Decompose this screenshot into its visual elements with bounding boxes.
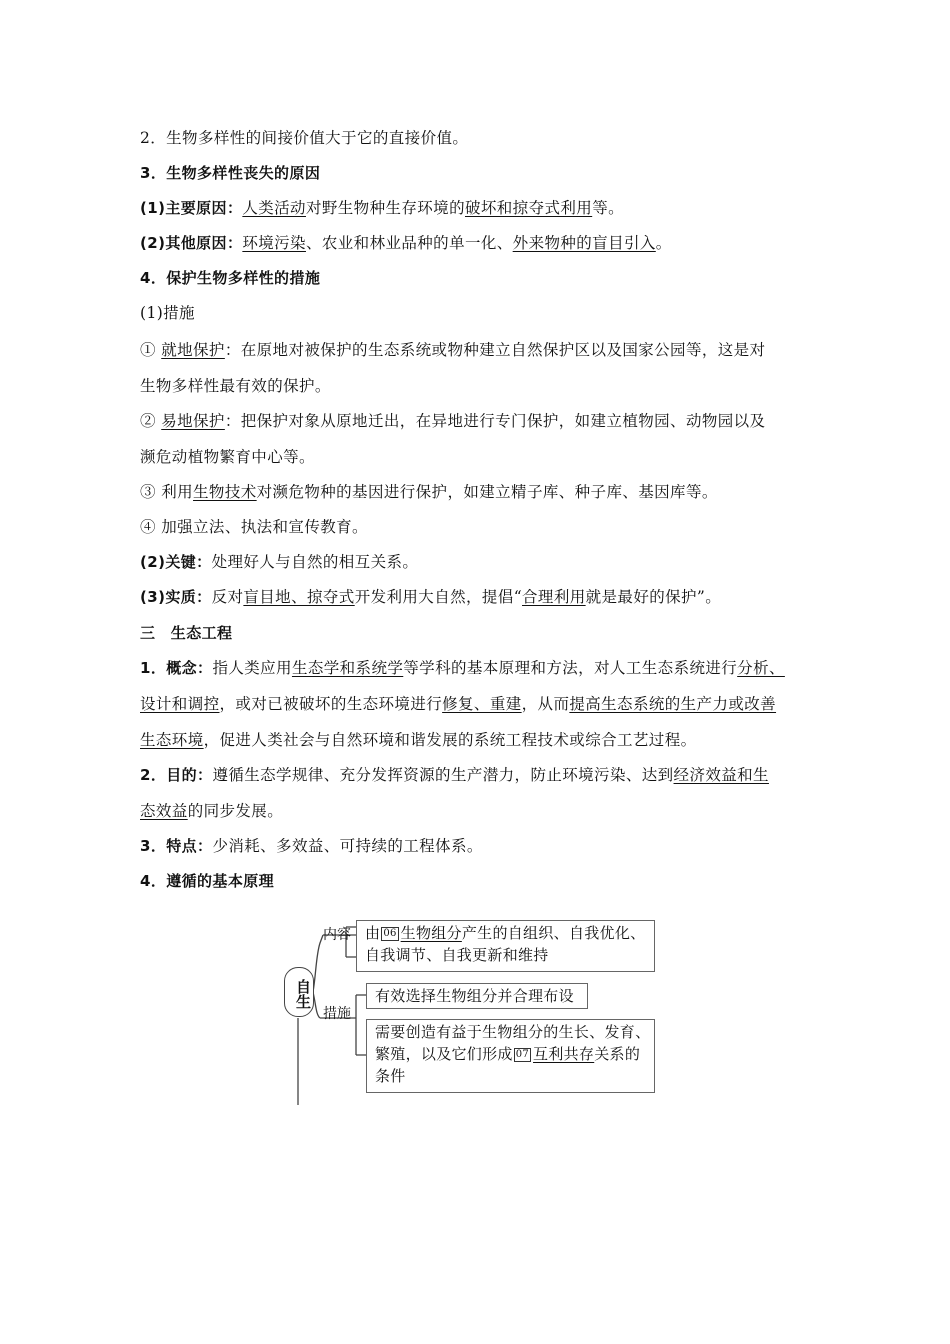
answer-blank: 互利共存 bbox=[533, 1045, 595, 1063]
label-content: 内容 bbox=[323, 927, 351, 943]
para-purpose: 2．目的：遵循生态学规律、充分发挥资源的生产潜力，防止环境污染、达到经济效益和生 bbox=[140, 766, 769, 784]
answer-blank: 分析、 bbox=[737, 659, 785, 677]
label-measures: 措施 bbox=[323, 1006, 351, 1022]
answer-blank: 就地保护 bbox=[161, 341, 225, 359]
para-other-cause: (2)其他原因：环境污染、农业和林业品种的单一化、外来物种的盲目引入。 bbox=[140, 234, 672, 252]
self-design-principle-diagram bbox=[280, 915, 670, 1110]
para-in-situ: ① 就地保护：在原地对被保护的生态系统或物种建立自然保护区以及国家公园等，这是对 bbox=[140, 341, 766, 359]
heading-basic-principles: 4．遵循的基本原理 bbox=[140, 872, 275, 890]
answer-blank: 生物组分 bbox=[400, 924, 462, 942]
answer-blank: 设计和调控 bbox=[140, 695, 220, 713]
heading-loss-causes: 3．生物多样性丧失的原因 bbox=[140, 164, 321, 182]
para-in-situ-cont: 生物多样性最有效的保护。 bbox=[140, 377, 331, 395]
answer-blank: 外来物种的盲目引入 bbox=[512, 234, 656, 252]
para-ex-situ: ② 易地保护：把保护对象从原地迁出，在异地进行专门保护，如建立植物园、动物园以及 bbox=[140, 412, 766, 430]
diagram-box-content: 由 06 生物组分产生的自组织、自我优化、 自我调节、自我更新和维持 bbox=[356, 920, 655, 972]
para-key: (2)关键：处理好人与自然的相互关系。 bbox=[140, 553, 419, 571]
answer-blank: 修复、重建 bbox=[442, 695, 522, 713]
para-biotech: ③ 利用生物技术对濒危物种的基因进行保护，如建立精子库、种子库、基因库等。 bbox=[140, 483, 718, 501]
answer-blank: 生态学和系统学 bbox=[291, 659, 404, 677]
answer-blank: 易地保护 bbox=[161, 412, 225, 430]
section-title-ecological-engineering: 三 生态工程 bbox=[140, 624, 233, 642]
answer-blank: 盲目地、掠夺式 bbox=[243, 588, 355, 606]
para-concept: 1．概念：指人类应用生态学和系统学等学科的基本原理和方法，对人工生态系统进行分析、 bbox=[140, 659, 785, 677]
answer-blank: 环境污染 bbox=[242, 234, 306, 252]
para-purpose-cont: 态效益的同步发展。 bbox=[140, 802, 284, 820]
para-legislation: ④ 加强立法、执法和宣传教育。 bbox=[140, 518, 368, 536]
para-main-cause: (1)主要原因：人类活动对野生物种生存环境的破坏和掠夺式利用等。 bbox=[140, 199, 624, 217]
blank-number-badge: 06 bbox=[383, 928, 397, 939]
diagram-box-measure-1: 有效选择生物组分并合理布设 bbox=[366, 983, 588, 1009]
answer-blank: 人类活动 bbox=[242, 199, 306, 217]
answer-blank: 提高生态系统的生产力或改善 bbox=[569, 695, 777, 713]
heading-protection-measures: 4．保护生物多样性的措施 bbox=[140, 269, 321, 287]
diagram-root-node: 自生 bbox=[284, 967, 314, 1017]
answer-blank: 生物技术 bbox=[193, 483, 257, 501]
para-ex-situ-cont: 濒危动植物繁育中心等。 bbox=[140, 448, 315, 466]
blank-number-badge: 07 bbox=[515, 1049, 530, 1060]
diagram-box-measure-2: 需要创造有益于生物组分的生长、发育、 繁殖，以及它们形成 07 互利共存关系的 条件 bbox=[366, 1019, 655, 1093]
para-features: 3．特点：少消耗、多效益、可持续的工程体系。 bbox=[140, 837, 483, 855]
answer-blank: 生态环境 bbox=[140, 731, 204, 749]
para-indirect-value: 2．生物多样性的间接价值大于它的直接价值。 bbox=[140, 129, 469, 147]
answer-blank: 合理利用 bbox=[522, 588, 586, 606]
para-concept-cont1: 设计和调控，或对已被破坏的生态环境进行修复、重建，从而提高生态系统的生产力或改善 bbox=[140, 695, 777, 713]
answer-blank: 经济效益和生 bbox=[673, 766, 769, 784]
subheading-measures: (1)措施 bbox=[140, 304, 195, 322]
para-concept-cont2: 生态环境，促进人类社会与自然环境和谐发展的系统工程技术或综合工艺过程。 bbox=[140, 731, 697, 749]
answer-blank: 态效益 bbox=[140, 802, 188, 820]
answer-blank: 破坏和掠夺式利用 bbox=[464, 199, 593, 217]
para-essence: (3)实质：反对盲目地、掠夺式开发利用大自然，提倡“合理利用就是最好的保护”。 bbox=[140, 588, 722, 606]
